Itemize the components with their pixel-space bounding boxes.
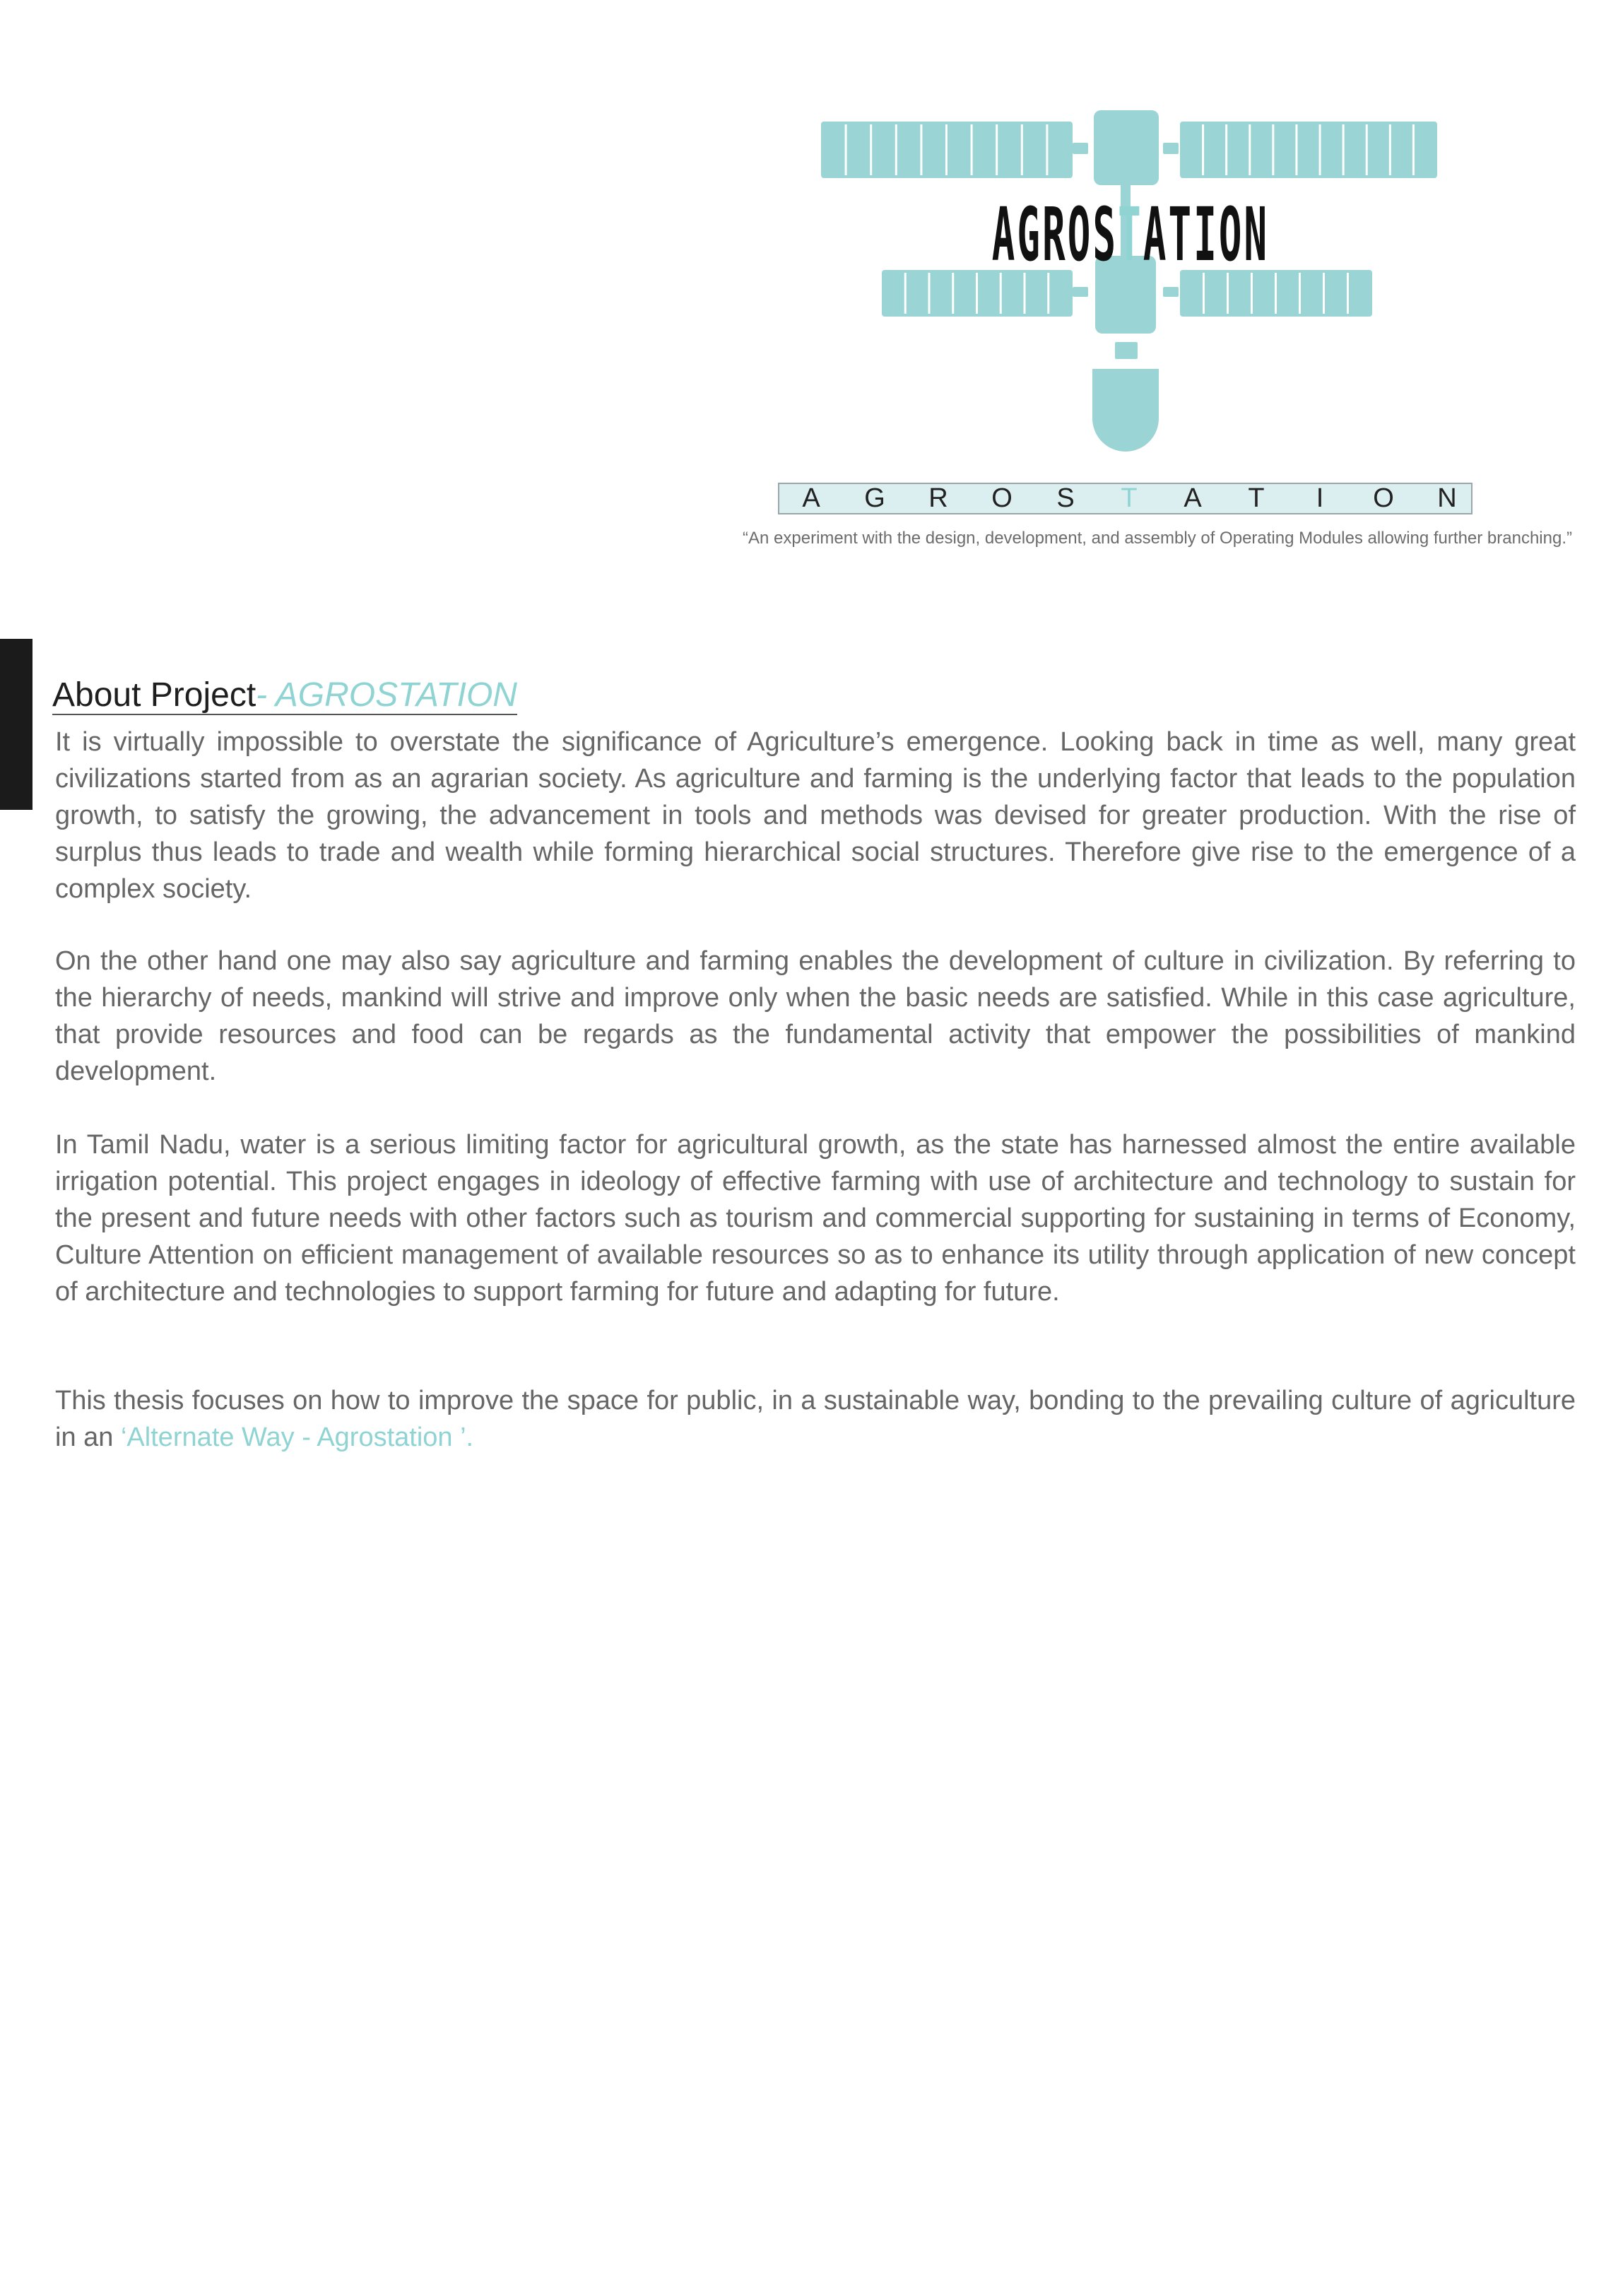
panel-divider xyxy=(1024,273,1026,314)
banner-letter: T xyxy=(1121,483,1138,513)
panel-divider xyxy=(1272,124,1274,175)
paragraph-1: It is virtually impossible to overstate the significance of Agriculture’s emergence. Looking back in time as well, many great civilizations started from as an agrarian society. As agriculture and farming is the underlying factor that leads to the population growth, to satisfy the growing, the advancement in tools and methods was devised for greater production. With the rise of surplus thus leads to trade and wealth while forming hierarchical social structures. Therefore give rise to the emergence of a complex society. xyxy=(55,727,1576,904)
banner-letter: O xyxy=(1373,483,1394,513)
banner-letter: R xyxy=(928,483,948,513)
satellite-logo-graphic xyxy=(813,106,1448,473)
section-heading xyxy=(52,677,517,715)
panel-divider xyxy=(976,273,978,314)
station-neck xyxy=(1115,342,1138,359)
banner-letter: A xyxy=(1184,483,1202,513)
logo-wordmark: AGROSTATION xyxy=(991,192,1270,278)
panel-divider xyxy=(1203,273,1205,314)
station-capsule xyxy=(1092,369,1159,452)
banner-letter: A xyxy=(802,483,820,513)
side-tab-marker xyxy=(0,639,33,810)
panel-divider xyxy=(1275,273,1277,314)
banner-letter: T xyxy=(1248,483,1265,513)
title-banner xyxy=(778,483,1472,514)
panel-divider xyxy=(1202,124,1204,175)
paragraph-4 xyxy=(55,1382,1576,1456)
connector xyxy=(1163,143,1179,154)
panel-divider xyxy=(920,124,922,175)
panel-divider xyxy=(1342,124,1345,175)
connector xyxy=(1073,287,1088,297)
panel-divider xyxy=(895,124,897,175)
panel-divider xyxy=(1249,124,1251,175)
panel-divider xyxy=(1347,273,1349,314)
panel-divider xyxy=(1227,273,1229,314)
heading-prefix: About Project xyxy=(52,676,256,714)
panel-divider xyxy=(1000,273,1002,314)
panel-divider xyxy=(1295,124,1297,175)
panel-divider xyxy=(971,124,973,175)
paragraph-2: On the other hand one may also say agriculture and farming enables the development of culture in civilization. By referring to the hierarchy of needs, mankind will strive and improve only when the basic needs are satisfied. While in this case agriculture, that provide resources and food can be regards as the fundamental activity that empower the possibilities of mankind development. xyxy=(55,946,1576,1086)
paragraph-4-accent: ‘Alternate Way - Agrostation ’. xyxy=(120,1423,474,1452)
panel-divider xyxy=(1251,273,1253,314)
panel-divider xyxy=(928,273,931,314)
panel-divider xyxy=(1323,273,1325,314)
connector xyxy=(1163,287,1179,297)
panel-divider xyxy=(904,273,907,314)
panel-divider xyxy=(1366,124,1368,175)
paragraph-4-text: This thesis focuses on how to improve the space for public, in a sustainable way, bonding to the prevailing culture of agriculture in an xyxy=(55,1386,1576,1452)
panel-divider xyxy=(1225,124,1227,175)
banner-letter: N xyxy=(1437,483,1457,513)
panel-divider xyxy=(1047,273,1049,314)
panel-divider xyxy=(845,124,847,175)
project-tagline: “An experiment with the design, development, and assembly of Operating Modules allowing further branching.” xyxy=(743,529,1572,548)
panel-divider xyxy=(996,124,998,175)
panel-divider xyxy=(1389,124,1391,175)
banner-letter: G xyxy=(864,483,885,513)
panel-divider xyxy=(870,124,872,175)
banner-letter: I xyxy=(1316,483,1324,513)
panel-divider xyxy=(1412,124,1415,175)
panel-divider xyxy=(1299,273,1301,314)
agrostation-logo xyxy=(813,106,1448,473)
banner-letter: S xyxy=(1056,483,1075,513)
panel-divider xyxy=(1319,124,1321,175)
solar-panel-top-right xyxy=(1180,122,1437,178)
panel-divider xyxy=(945,124,948,175)
spaced-title xyxy=(779,484,1471,513)
panel-divider xyxy=(1046,124,1048,175)
paragraph-3: In Tamil Nadu, water is a serious limiting factor for agricultural growth, as the state has harnessed almost the entire available irrigation potential. This project engages in ideology of effective farming with use of architecture and technology to sustain for the present and future needs with other factors such as tourism and commercial supporting for sustaining in terms of Economy, Culture Attention on efficient management of available resources so as to enhance its utility through application of new concept of architecture and technologies to support farming for future and adapting for future. xyxy=(55,1130,1576,1307)
station-hub-top xyxy=(1094,110,1159,185)
panel-divider xyxy=(1021,124,1023,175)
banner-letter: O xyxy=(991,483,1013,513)
heading-accent: - AGROSTATION xyxy=(256,676,517,714)
panel-divider xyxy=(952,273,954,314)
connector xyxy=(1073,143,1088,154)
